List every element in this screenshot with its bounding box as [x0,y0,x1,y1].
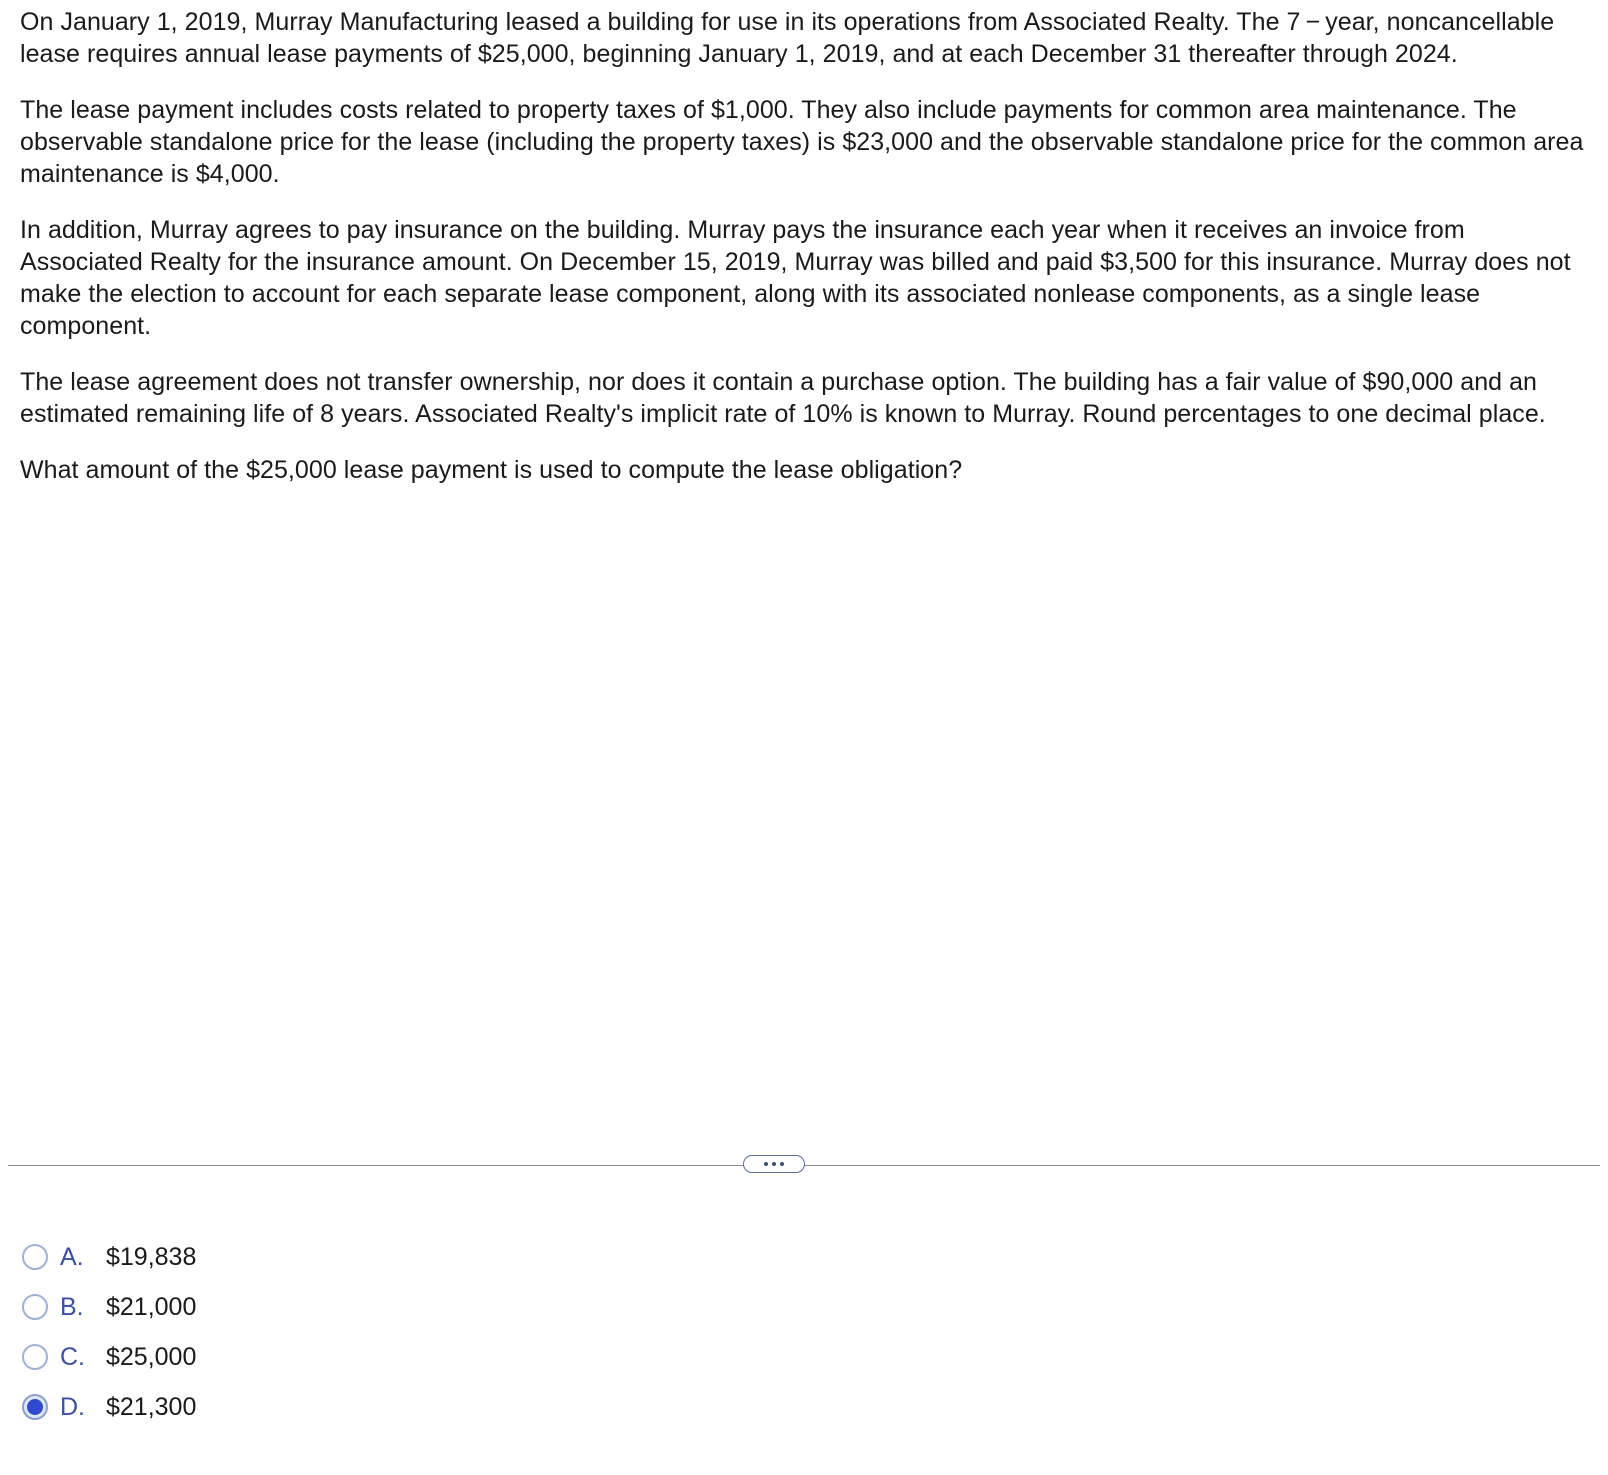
answer-option-d[interactable] [22,1382,196,1432]
answer-option-a[interactable] [22,1232,196,1282]
radio-button[interactable] [22,1244,48,1270]
question-paragraph: The lease payment includes costs related to property taxes of $1,000. They also include payments for common area maintenance. The observable standalone price for the lease (including the property taxes) is $23,000 and the observable standalone price for the common area maintenance is $4,000. [20,96,1584,188]
option-value: $21,000 [106,1292,197,1321]
answer-options [22,1232,196,1432]
option-value: $21,300 [106,1392,197,1421]
option-letter: B. [60,1292,84,1321]
radio-button[interactable] [22,1394,48,1420]
question-text [20,6,1590,510]
radio-button[interactable] [22,1294,48,1320]
expand-more-button[interactable] [743,1155,805,1173]
ellipsis-icon [764,1162,784,1166]
option-letter: C. [60,1342,85,1371]
radio-button[interactable] [22,1344,48,1370]
question-paragraph: On January 1, 2019, Murray Manufacturing leased a building for use in its operations from Associated Realty. The 7 − year, noncancellable lease requires annual lease payments of $25,000, beginning January 1, 2019, and at each December 31 thereafter through 2024. [20,8,1555,68]
option-value: $19,838 [106,1242,197,1271]
question-paragraph: In addition, Murray agrees to pay insurance on the building. Murray pays the insurance each year when it receives an invoice from Associated Realty for the insurance amount. On December 15, 2019, Murray was billed and paid $3,500 for this insurance. Murray does not make the election to account for each separate lease component, along with its associated nonlease components, as a single lease component. [20,216,1571,340]
option-value: $25,000 [106,1342,197,1371]
answer-option-b[interactable] [22,1282,196,1332]
option-letter: A. [60,1242,84,1271]
question-prompt: What amount of the $25,000 lease payment is used to compute the lease obligation? [20,456,963,484]
answer-option-c[interactable] [22,1332,196,1382]
option-letter: D. [60,1392,85,1421]
question-paragraph: The lease agreement does not transfer ownership, nor does it contain a purchase option. The building has a fair value of $90,000 and an estimated remaining life of 8 years. Associated Realty's implicit rate of 10% is known to Murray. Round percentages to one decimal place. [20,368,1546,428]
